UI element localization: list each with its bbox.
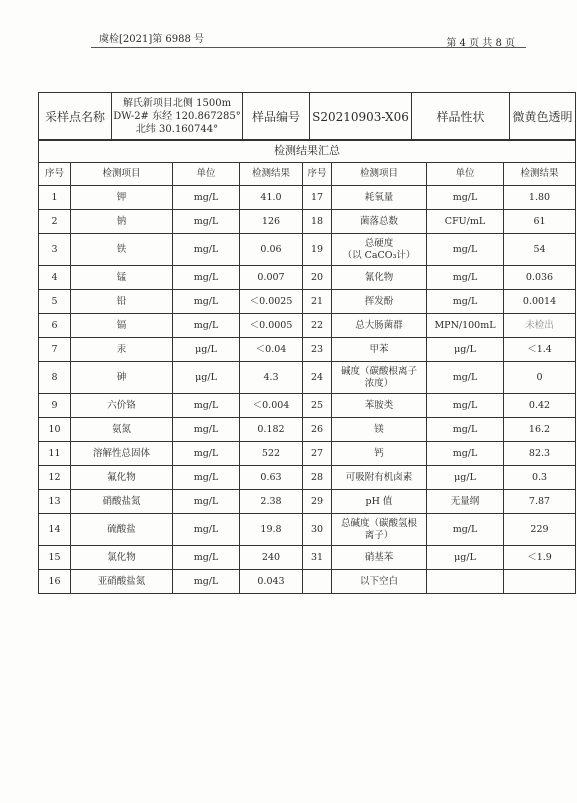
table-cell [303, 570, 332, 594]
table-cell: 126 [240, 210, 303, 234]
table-cell: mg/L [427, 234, 504, 266]
table-cell: 16 [39, 570, 71, 594]
table-cell: 4.3 [240, 362, 303, 394]
table-cell: 亚硝酸盐氮 [71, 570, 173, 594]
table-cell: mg/L [173, 234, 240, 266]
table-cell: μg/L [427, 546, 504, 570]
table-cell: 30 [303, 514, 332, 546]
table-row [39, 570, 576, 594]
table-cell: 0.06 [240, 234, 303, 266]
table-cell: 硫酸盐 [71, 514, 173, 546]
table-cell: 氯化物 [71, 546, 173, 570]
table-cell: 可吸附有机卤素 [332, 466, 427, 490]
table-cell: 钾 [71, 186, 173, 210]
col-header: 序号 [39, 163, 71, 186]
table-cell: 以下空白 [332, 570, 427, 594]
table-cell: mg/L [173, 466, 240, 490]
sample-no-value: S20210903-X06 [310, 93, 412, 141]
table-cell: 7.87 [504, 490, 576, 514]
col-header: 检测项目 [332, 163, 427, 186]
table-cell: 铅 [71, 290, 173, 314]
table-cell: 19 [303, 234, 332, 266]
table-cell: 31 [303, 546, 332, 570]
table-cell: 54 [504, 234, 576, 266]
table-cell: 5 [39, 290, 71, 314]
table-cell: 氨氮 [71, 418, 173, 442]
table-cell: ＜1.9 [504, 546, 576, 570]
table-cell: mg/L [427, 418, 504, 442]
table-cell: 0.0014 [504, 290, 576, 314]
table-cell: 汞 [71, 338, 173, 362]
results-header-row [39, 163, 576, 186]
table-cell: 钙 [332, 442, 427, 466]
table-cell: 铁 [71, 234, 173, 266]
table-cell: 总大肠菌群 [332, 314, 427, 338]
table-cell: mg/L [173, 442, 240, 466]
table-cell: mg/L [173, 290, 240, 314]
table-cell: 11 [39, 442, 71, 466]
table-cell: 2.38 [240, 490, 303, 514]
table-cell: 4 [39, 266, 71, 290]
table-cell [504, 570, 576, 594]
table-cell: 61 [504, 210, 576, 234]
table-cell: 砷 [71, 362, 173, 394]
table-cell: 17 [303, 186, 332, 210]
table-cell: 1 [39, 186, 71, 210]
sample-prop-label: 样品性状 [412, 93, 510, 141]
table-cell: 9 [39, 394, 71, 418]
col-header: 检测结果 [504, 163, 576, 186]
table-cell: 挥发酚 [332, 290, 427, 314]
table-cell: 总碱度（碳酸氢根 离子） [332, 514, 427, 546]
table-cell: mg/L [427, 442, 504, 466]
table-row [39, 490, 576, 514]
table-row [39, 394, 576, 418]
table-cell: 氟化物 [71, 466, 173, 490]
table-cell: mg/L [173, 570, 240, 594]
table-cell: 14 [39, 514, 71, 546]
table-cell: 18 [303, 210, 332, 234]
table-cell: mg/L [173, 546, 240, 570]
table-cell: mg/L [173, 186, 240, 210]
col-header: 单位 [427, 163, 504, 186]
table-cell: mg/L [173, 210, 240, 234]
table-cell: MPN/100mL [427, 314, 504, 338]
table-cell: 0.182 [240, 418, 303, 442]
table-cell: 苯胺类 [332, 394, 427, 418]
table-cell: ＜0.0005 [240, 314, 303, 338]
table-cell: μg/L [427, 466, 504, 490]
table-cell: 0.043 [240, 570, 303, 594]
table-row [39, 442, 576, 466]
table-cell: 硝酸盐氮 [71, 490, 173, 514]
table-cell: 12 [39, 466, 71, 490]
table-cell: CFU/mL [427, 210, 504, 234]
table-cell: mg/L [427, 266, 504, 290]
table-cell: 24 [303, 362, 332, 394]
results-table [38, 139, 576, 594]
table-cell: mg/L [427, 514, 504, 546]
table-cell: 氰化物 [332, 266, 427, 290]
table-row [39, 266, 576, 290]
table-cell: mg/L [173, 394, 240, 418]
table-row [39, 362, 576, 394]
col-header: 检测结果 [240, 163, 303, 186]
table-cell: μg/L [173, 362, 240, 394]
table-cell: 82.3 [504, 442, 576, 466]
col-header: 序号 [303, 163, 332, 186]
table-cell: 镉 [71, 314, 173, 338]
table-cell: mg/L [427, 290, 504, 314]
table-cell: 27 [303, 442, 332, 466]
table-row [39, 546, 576, 570]
table-cell: 无量纲 [427, 490, 504, 514]
site-line-3: 北纬 30.160744° [135, 124, 219, 135]
table-cell: mg/L [173, 490, 240, 514]
site-line-2: DW-2# 东经 120.867285° [113, 111, 241, 122]
table-cell: 钠 [71, 210, 173, 234]
table-cell: 六价铬 [71, 394, 173, 418]
table-cell: 15 [39, 546, 71, 570]
table-cell: mg/L [427, 186, 504, 210]
table-cell: 29 [303, 490, 332, 514]
table-row [39, 290, 576, 314]
report-number: 虞检[2021]第 6988 号 [99, 34, 205, 45]
table-row [39, 314, 576, 338]
table-cell: mg/L [173, 314, 240, 338]
table-row [39, 210, 576, 234]
table-cell: mg/L [173, 514, 240, 546]
table-cell: 13 [39, 490, 71, 514]
table-cell: 耗氧量 [332, 186, 427, 210]
table-cell: 锰 [71, 266, 173, 290]
table-cell: 碱度（碳酸根离子 浓度） [332, 362, 427, 394]
table-cell: 8 [39, 362, 71, 394]
table-cell: 0.007 [240, 266, 303, 290]
table-cell: 镁 [332, 418, 427, 442]
sample-info-table [38, 92, 576, 141]
table-cell: 溶解性总固体 [71, 442, 173, 466]
table-cell: 1.80 [504, 186, 576, 210]
table-cell: 2 [39, 210, 71, 234]
table-cell: 10 [39, 418, 71, 442]
table-cell: ＜0.0025 [240, 290, 303, 314]
sample-prop-value: 微黄色透明 [510, 93, 576, 141]
table-cell: pH 值 [332, 490, 427, 514]
table-cell: ＜1.4 [504, 338, 576, 362]
table-row [39, 418, 576, 442]
table-cell: 7 [39, 338, 71, 362]
table-cell: 25 [303, 394, 332, 418]
table-cell: 26 [303, 418, 332, 442]
table-row [39, 186, 576, 210]
table-cell: μg/L [173, 338, 240, 362]
table-row [39, 514, 576, 546]
table-cell: 硝基苯 [332, 546, 427, 570]
site-label: 采样点名称 [39, 93, 112, 141]
table-cell: 6 [39, 314, 71, 338]
table-cell: 20 [303, 266, 332, 290]
table-cell [427, 570, 504, 594]
table-cell: 甲苯 [332, 338, 427, 362]
table-cell: 16.2 [504, 418, 576, 442]
table-row [39, 234, 576, 266]
table-cell: 0 [504, 362, 576, 394]
col-header: 检测项目 [71, 163, 173, 186]
table-cell: 总硬度 （以 CaCO₃计） [332, 234, 427, 266]
table-row [39, 466, 576, 490]
sample-no-label: 样品编号 [243, 93, 310, 141]
table-cell: ＜0.004 [240, 394, 303, 418]
table-cell: 0.42 [504, 394, 576, 418]
results-title: 检测结果汇总 [39, 140, 576, 163]
table-cell: 229 [504, 514, 576, 546]
table-cell: ＜0.04 [240, 338, 303, 362]
table-cell: 41.0 [240, 186, 303, 210]
table-cell: 0.63 [240, 466, 303, 490]
table-cell: 240 [240, 546, 303, 570]
table-cell: mg/L [427, 362, 504, 394]
site-line-1: 解氏新项目北侧 1500m [122, 98, 232, 109]
col-header: 单位 [173, 163, 240, 186]
table-cell: μg/L [427, 338, 504, 362]
page-indicator: 第 4 页 共 8 页 [446, 38, 515, 49]
table-row [39, 338, 576, 362]
table-cell: 0.036 [504, 266, 576, 290]
table-cell: 28 [303, 466, 332, 490]
table-cell: 21 [303, 290, 332, 314]
table-cell: 未检出 [504, 314, 576, 338]
table-cell: 522 [240, 442, 303, 466]
table-cell: mg/L [173, 418, 240, 442]
table-cell: 23 [303, 338, 332, 362]
table-cell: 19.8 [240, 514, 303, 546]
table-cell: 0.3 [504, 466, 576, 490]
table-cell: 22 [303, 314, 332, 338]
table-cell: mg/L [427, 394, 504, 418]
table-cell: mg/L [173, 266, 240, 290]
header-divider [91, 47, 526, 48]
table-cell: 3 [39, 234, 71, 266]
table-cell: 菌落总数 [332, 210, 427, 234]
site-value [112, 93, 243, 141]
